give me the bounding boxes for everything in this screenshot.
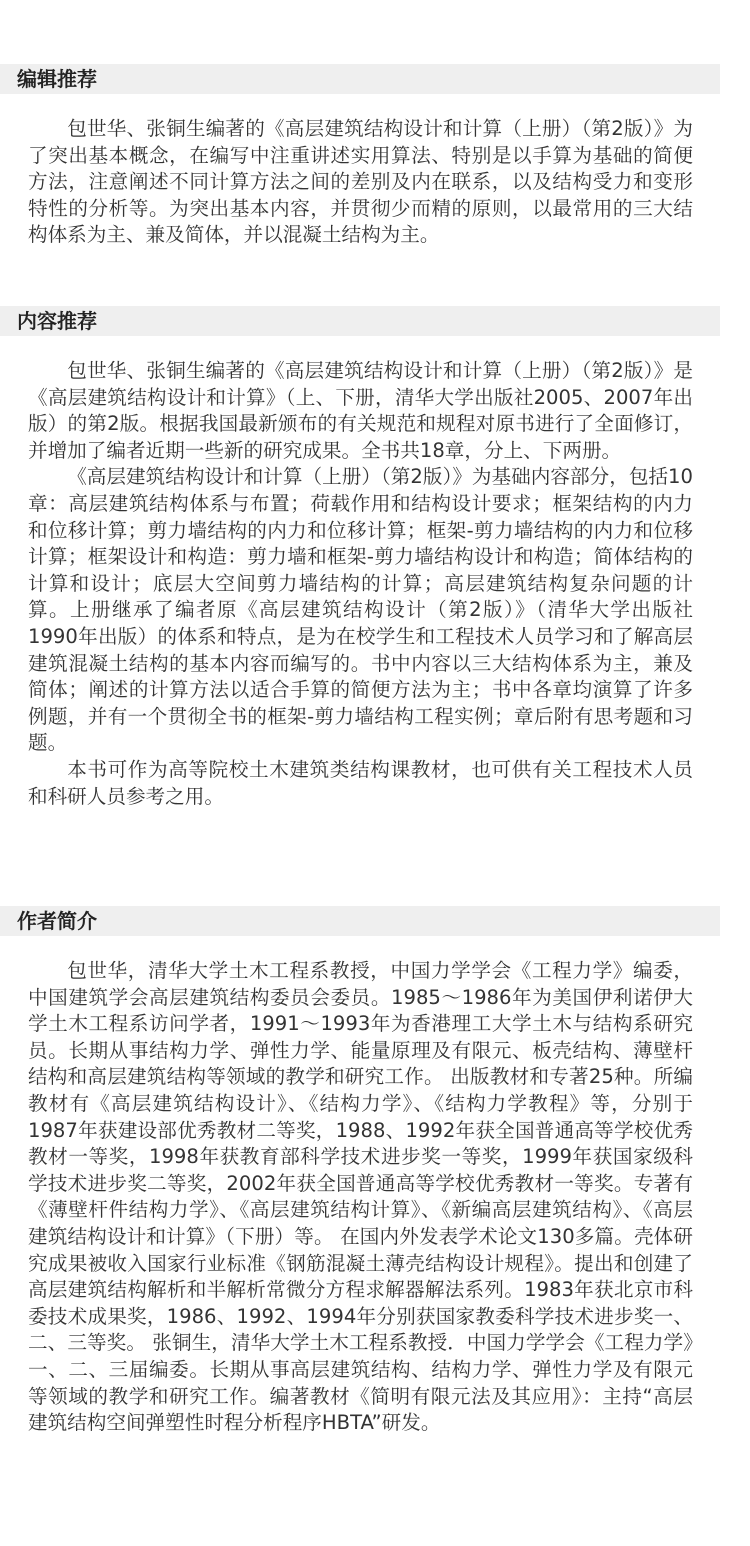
section-heading-author-bio: 作者简介 <box>0 906 720 936</box>
paragraph: 包世华，清华大学土木工程系教授，中国力学学会《工程力学》编委，中国建筑学会高层建筑结构委员会委员。1985～1986年为美国伊利诺伊大学土木工程系访问学者，1991～1993年为香港理工大学土木与结构系研究员。长期从事结构力学、弹性力学、能量原理及有限元、板壳结构、薄壁杆结构和高层建筑结构等领域的教学和研究工作。 出版教材和专著25种。所编教材有《高层建筑结构设计》、《结构力学》、《结构力学教程》等，分别于1987年获建设部优秀教材二等奖，1988、1992年获全国普通高等学校优秀教材一等奖，1998年获教育部科学技术进步奖一等奖，1999年获国家级科学技术进步奖二等奖，2002年获全国普通高等学校优秀教材一等奖。专著有《薄壁杆件结构力学》、《高层建筑结构计算》、《新编高层建筑结构》、《高层建筑结构设计和计算》（下册）等。 在国内外发表学术论文130多篇。壳体研究成果被收入国家行业标准《钢筋混凝土薄壳结构设计规程》。提出和创建了高层建筑结构解析和半解析常微分方程求解器解法系列。1983年获北京市科委技术成果奖，1986、1992、1994年分别获国家教委科学技术进步奖一、二、三等奖。 张铜生，清华大学土木工程系教授．中国力学学会《工程力学》一、二、三届编委。长期从事高层建筑结构、结构力学、弹性力学及有限元等领域的教学和研究工作。编著教材《简明有限元法及其应用》：主持“高层建筑结构空间弹塑性时程分析程序HBTA”研发。 <box>28 959 693 1435</box>
section-heading-editor-recommendation: 编辑推荐 <box>0 64 720 94</box>
paragraph: 包世华、张铜生编著的《高层建筑结构设计和计算（上册）（第2版）》为了突出基本概念，在编写中注重讲述实用算法、特别是以手算为基础的简便方法，注意阐述不同计算方法之间的差别及内在联系，以及结构受力和变形特性的分析等。为突出基本内容，并贯彻少而精的原则，以最常用的三大结构体系为主、兼及简体，并以混凝土结构为主。 <box>28 117 693 247</box>
paragraph: 《高层建筑结构设计和计算（上册）（第2版）》为基础内容部分，包括10章：高层建筑结构体系与布置；荷载作用和结构设计要求；框架结构的内力和位移计算；剪力墙结构的内力和位移计算；框架-剪力墙结构的内力和位移计算；框架设计和构造：剪力墙和框架-剪力墙结构设计和构造；简体结构的计算和设计；底层大空间剪力墙结构的计算；高层建筑结构复杂问题的计算。上册继承了编者原《高层建筑结构设计（第2版）》（清华大学出版社1990年出版）的体系和特点，是为在校学生和工程技术人员学习和了解高层建筑混凝土结构的基本内容而编写的。书中内容以三大结构体系为主，兼及简体；阐述的计算方法以适合手算的简便方法为主；书中各章均演算了许多例题，并有一个贯彻全书的框架-剪力墙结构工程实例；章后附有思考题和习题。 <box>28 465 693 755</box>
paragraph: 本书可作为高等院校土木建筑类结构课教材，也可供有关工程技术人员和科研人员参考之用。 <box>28 757 693 808</box>
section-heading-content-recommendation: 内容推荐 <box>0 306 720 336</box>
paragraph: 包世华、张铜生编著的《高层建筑结构设计和计算（上册）（第2版）》是《高层建筑结构设计和计算》（上、下册，清华大学出版社2005、2007年出版）的第2版。根据我国最新颁布的有关规范和规程对原书进行了全面修订，并增加了编者近期一些新的研究成果。全书共18章，分上、下两册。 <box>28 359 693 462</box>
section-body-content-recommendation <box>28 358 693 810</box>
section-body-author-bio <box>28 958 693 1437</box>
section-body-editor-recommendation <box>28 116 693 249</box>
